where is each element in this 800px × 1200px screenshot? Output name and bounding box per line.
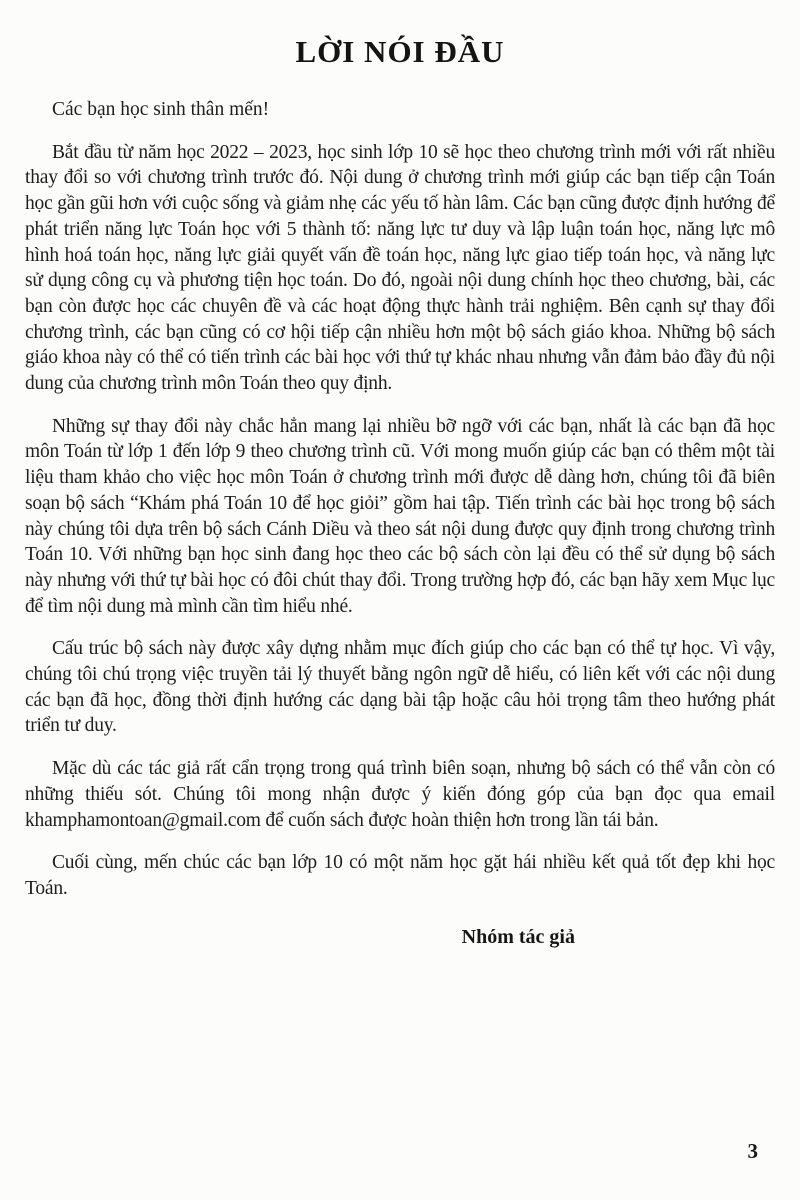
body-paragraphs — [25, 140, 775, 902]
paragraph-5: Cuối cùng, mến chúc các bạn lớp 10 có một năm học gặt hái nhiều kết quả tốt đẹp khi học Toán. — [25, 852, 775, 899]
paragraph-1: Bắt đầu từ năm học 2022 – 2023, học sinh lớp 10 sẽ học theo chương trình mới với rất nhiều thay đổi so với chương trình trước đó. Nội dung ở chương trình mới giúp các bạn tiếp cận Toán học gần gũi hơn với cuộc sống và giảm nhẹ các yếu tố hàn lâm. Các bạn cũng được định hướng để phát triển năng lực Toán học với 5 thành tố: năng lực tư duy và lập luận toán học, năng lực mô hình hoá toán học, năng lực giải quyết vấn đề toán học, năng lực giao tiếp toán học, và năng lực sử dụng công cụ và phương tiện học toán. Do đó, ngoài nội dung chính học theo chương, bài, các bạn còn được học các chuyên đề và các hoạt động thực hành trải nghiệm. Bên cạnh sự thay đổi chương trình, các bạn cũng có cơ hội tiếp cận nhiều hơn một bộ sách giáo khoa. Những bộ sách giáo khoa này có thể có tiến trình các bài học với thứ tự khác nhau nhưng vẫn đảm bảo đầy đủ nội dung của chương trình môn Toán theo quy định. — [25, 141, 775, 395]
page-number: 3 — [747, 1139, 758, 1163]
paragraph-4: Mặc dù các tác giả rất cẩn trọng trong quá trình biên soạn, nhưng bộ sách có thể vẫn còn có những thiếu sót. Chúng tôi mong nhận được ý kiến đóng góp của bạn đọc qua email khamphamontoan@gmail.com để cuốn sách được hoàn thiện hơn trong lần tái bản. — [25, 758, 775, 831]
paragraph-3: Cấu trúc bộ sách này được xây dựng nhằm mục đích giúp cho các bạn có thể tự học. Vì vậy, chúng tôi chú trọng việc truyền tải lý thuyết bằng ngôn ngữ dễ hiểu, có liên kết với các nội dung các bạn đã học, đồng thời định hướng các dạng bài tập hoặc câu hỏi trọng tâm theo hướng phát triển tư duy. — [25, 638, 775, 737]
greeting-line: Các bạn học sinh thân mến! — [52, 99, 270, 120]
author-signature: Nhóm tác giả — [461, 925, 575, 948]
paragraph-2: Những sự thay đổi này chắc hẳn mang lại nhiều bỡ ngỡ với các bạn, nhất là các bạn đã học môn Toán từ lớp 1 đến lớp 9 theo chương trình cũ. Với mong muốn giúp các bạn có thêm một tài liệu tham khảo cho việc học môn Toán ở chương trình mới được dễ dàng hơn, chúng tôi đã biên soạn bộ sách “Khám phá Toán 10 để học giỏi” gồm hai tập. Tiến trình các bài học trong bộ sách này chúng tôi dựa trên bộ sách Cánh Diều và theo sát nội dung được quy định trong chương trình Toán 10. Với những bạn học sinh đang học theo các bộ sách còn lại đều có thể sử dụng bộ sách này nhưng với thứ tự bài học có đôi chút thay đổi. Trong trường hợp đó, các bạn hãy xem Mục lục để tìm nội dung mà mình cần tìm hiểu nhé. — [25, 415, 775, 617]
page-title: LỜI NÓI ĐẦU — [295, 34, 505, 69]
